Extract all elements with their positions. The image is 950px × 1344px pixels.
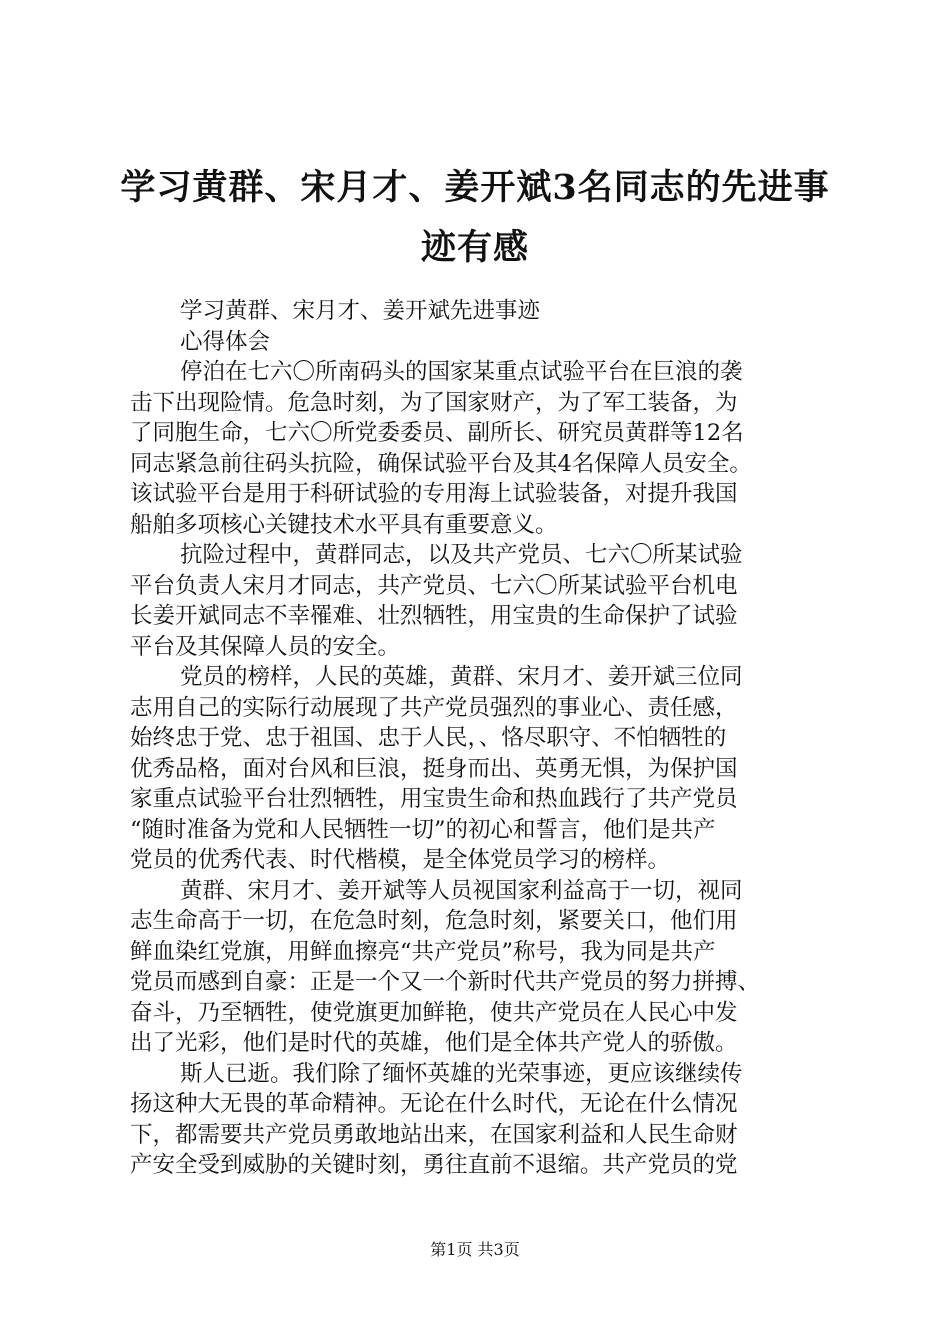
document-body — [130, 296, 830, 1181]
body-line: 党员而感到自豪：正是一个又一个新时代共产党员的努力拼搏、 — [130, 969, 761, 995]
body-line: 党员的优秀代表、时代楷模，是全体党员学习的榜样。 — [130, 847, 671, 873]
body-line: 奋斗，乃至牺牲，使党旗更加鲜艳，使共产党员在人民心中发 — [130, 999, 738, 1026]
page-number-footer: 第1页 共3页 — [430, 1240, 520, 1259]
body-line: 优秀品格，面对台风和巨浪，挺身而出、英勇无惧，为保护国 — [130, 755, 738, 782]
body-line: 了同胞生命，七六〇所党委委员、副所长、研究员黄群等12名 — [130, 420, 744, 446]
body-line: 黄群、宋月才、姜开斌等人员视国家利益高于一切，视同 — [180, 877, 743, 904]
body-line: 下，都需要共产党员勇敢地站出来，在国家利益和人民生命财 — [130, 1121, 738, 1148]
body-line: 同志紧急前往码头抗险，确保试验平台及其4名保障人员安全。 — [130, 450, 752, 477]
document-title-line-1: 学习黄群、宋月才、姜开斌3名同志的先进事 — [120, 167, 830, 208]
body-line: 停泊在七六〇所南码头的国家某重点试验平台在巨浪的袭 — [180, 359, 743, 385]
body-line: 该试验平台是用于科研试验的专用海上试验装备，对提升我国 — [130, 481, 738, 507]
body-line: 抗险过程中，黄群同志，以及共产党员、七六〇所某试验 — [180, 542, 743, 568]
body-line: 出了光彩，他们是时代的英雄，他们是全体共产党人的骄傲。 — [130, 1030, 738, 1056]
body-line: 平台负责人宋月才同志，共产党员、七六〇所某试验平台机电 — [130, 572, 738, 599]
body-line: 船舶多项核心关键技术水平具有重要意义。 — [130, 511, 558, 538]
body-line: “随时准备为党和人民牺牲一切”的初心和誓言，他们是共产 — [130, 816, 716, 843]
body-line: 志用自己的实际行动展现了共产党员强烈的事业心、责任感， — [130, 694, 738, 721]
body-line: 志生命高于一切，在危急时刻，危急时刻，紧要关口，他们用 — [130, 908, 738, 934]
body-line: 鲜血染红党旗，用鲜血擦亮“共产党员”称号，我为同是共产 — [130, 938, 716, 965]
body-line: 家重点试验平台壮烈牺牲，用宝贵生命和热血践行了共产党员 — [130, 786, 738, 812]
body-line: 始终忠于党、忠于祖国、忠于人民，、恪尽职守、不怕牺牲的 — [130, 725, 727, 751]
body-line: 平台及其保障人员的安全。 — [130, 633, 401, 660]
subtitle-line-1: 学习黄群、宋月才、姜开斌先进事迹 — [180, 298, 541, 324]
body-line: 扬这种大无畏的革命精神。无论在什么时代，无论在什么情况 — [130, 1091, 738, 1117]
body-line: 长姜开斌同志不幸罹难、壮烈牺牲，用宝贵的生命保护了试验 — [130, 603, 738, 629]
body-line: 斯人已逝。我们除了缅怀英雄的光荣事迹，更应该继续传 — [180, 1060, 743, 1087]
subtitle-line-2: 心得体会 — [180, 328, 271, 355]
body-line: 产安全受到威胁的关键时刻，勇往直前不退缩。共产党员的党 — [130, 1152, 738, 1178]
document-title-line-2: 迹有感 — [420, 227, 529, 268]
body-line: 击下出现险情。危急时刻，为了国家财产，为了军工装备，为 — [130, 389, 738, 416]
body-line: 党员的榜样，人民的英雄，黄群、宋月才、姜开斌三位同 — [180, 664, 743, 690]
